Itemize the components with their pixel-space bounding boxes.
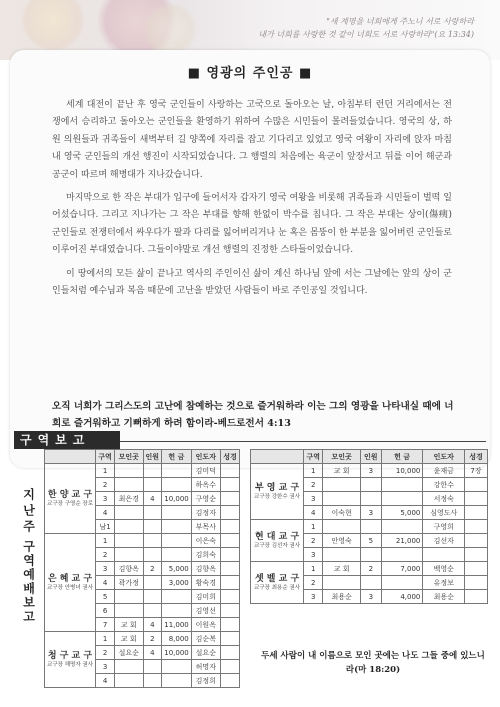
district-leader: 교구장 해명자 권사 [47, 661, 94, 668]
table-cell: 3 [360, 506, 381, 520]
table-cell: 이숙현 [323, 506, 360, 520]
table-cell [162, 478, 192, 492]
district-name: 셋 벨 교 구 [254, 573, 300, 584]
closing-verse: 두세 사람이 내 이름으로 모인 곳에는 나도 그들 중에 있느니라(마 18:20) [261, 651, 485, 675]
table-cell: 2 [143, 632, 162, 646]
column-header: 성경 [465, 450, 488, 464]
table-cell: 2 [304, 478, 323, 492]
district-name-cell [45, 534, 96, 632]
column-header: 모인곳 [115, 450, 143, 464]
table-cell: 부목사 [191, 520, 220, 534]
table-cell [143, 534, 162, 548]
header-quote-line1: "새 계명을 너희에게 주노니 서로 사랑하라 [326, 17, 474, 26]
district-name-cell [251, 562, 304, 604]
table-cell: 3 [360, 590, 381, 604]
table-cell: 5 [96, 590, 115, 604]
table-cell: 1 [96, 464, 115, 478]
table-cell [162, 548, 192, 562]
table-cell [220, 492, 239, 506]
column-header: 인원 [360, 450, 381, 464]
table-cell: 구영희 [423, 520, 465, 534]
district-name: 부 영 교 구 [254, 482, 300, 493]
table-cell [115, 478, 143, 492]
table-cell [162, 464, 192, 478]
table-cell [360, 492, 381, 506]
table-cell: 3,000 [162, 576, 192, 590]
table-cell: 2 [304, 534, 323, 548]
table-cell [220, 632, 239, 646]
column-header: 인원 [143, 450, 162, 464]
table-cell [143, 478, 162, 492]
table-cell: 김선자 [423, 534, 465, 548]
column-header: 헌 금 [381, 450, 423, 464]
section-divider [120, 441, 486, 442]
table-row [45, 464, 240, 478]
table-cell [115, 534, 143, 548]
table-cell: 5 [360, 534, 381, 548]
table-cell [323, 520, 360, 534]
table-cell: 3 [304, 590, 323, 604]
table-cell [465, 548, 488, 562]
table-cell: 5,000 [162, 562, 192, 576]
table-cell [465, 534, 488, 548]
table-cell: 김희숙 [191, 548, 220, 562]
table-cell: 2 [96, 478, 115, 492]
table-cell: 10,000 [162, 646, 192, 660]
table-cell: 4,000 [381, 590, 423, 604]
table-cell: 10,000 [381, 464, 423, 478]
district-name-cell [251, 520, 304, 562]
district-name: 현 대 교 구 [254, 531, 300, 542]
table-cell [381, 548, 423, 562]
table-cell [162, 520, 192, 534]
table-cell: 2 [96, 548, 115, 562]
table-cell [143, 464, 162, 478]
table-cell: 3 [96, 492, 115, 506]
table-cell: 김미희 [191, 590, 220, 604]
header-quote [174, 15, 474, 41]
table-cell [360, 576, 381, 590]
table-cell: 설요순 [115, 646, 143, 660]
table-cell: 안영숙 [323, 534, 360, 548]
table-cell [220, 604, 239, 618]
table-cell: 최용순 [323, 590, 360, 604]
table-cell: 7장 [465, 464, 488, 478]
table-cell [220, 506, 239, 520]
table-cell [143, 548, 162, 562]
table-cell: 김정자 [191, 506, 220, 520]
table-cell: 5,000 [381, 506, 423, 520]
table-cell [465, 506, 488, 520]
table-cell: 1 [96, 534, 115, 548]
table-cell [423, 548, 465, 562]
table-cell: 1 [304, 562, 323, 576]
table-cell: 1 [304, 464, 323, 478]
table-cell: 이원옥 [191, 618, 220, 632]
table-cell [323, 478, 360, 492]
column-header: 인도자 [191, 450, 220, 464]
article-paragraph: 세계 대전이 끝난 후 영국 군인들이 사랑하는 고국으로 돌아오는 날, 아침부터 런던 거리에서는 전쟁에서 승리하고 돌아오는 군인들을 환영하기 위하여 수많은 시민들이 몰려들었습니다. 영국의 상, 하원 의원들과 귀족들이 새벽부터 길 양쪽에 자리를 잡고 기다리고 있었고 영국 여왕이 자리에 앉자 마침내 영국 군인들의 개선 행진이 시작되었습니다. 그 행렬의 처음에는 육군이 앞장서고 뒤를 이어 해군과 공군이 따르며 해병대가 지나갔습니다. [52, 100, 452, 180]
table-cell [360, 548, 381, 562]
table-cell [143, 660, 162, 674]
scripture-verse: 오직 너희가 그리스도의 고난에 참예하는 것으로 즐거워하라 이는 그의 영광을 나타내실 때에 너희로 즐거워하고 기뻐하게 하려 함이라-베드로전서 4:13 [52, 401, 454, 429]
table-cell: 3 [360, 464, 381, 478]
district-leader: 교구장 최용순 권사 [254, 584, 301, 591]
table-cell: 1 [304, 520, 323, 534]
table-cell [115, 520, 143, 534]
table-cell: 2 [360, 562, 381, 576]
side-label-last-week [16, 488, 40, 541]
table-cell [115, 590, 143, 604]
table-cell: 백영순 [423, 562, 465, 576]
table-cell: 21,000 [381, 534, 423, 548]
table-cell: 2 [304, 576, 323, 590]
table-cell [360, 520, 381, 534]
article-paragraph: 이 땅에서의 모든 삶이 끝나고 역사의 주인이신 삶이 계신 하나님 앞에 서는 그날에는 앞의 상이 군인들처럼 예수님과 복음 때문에 고난을 받았던 사람들이 바로 주인공일 것입니다. [52, 268, 452, 297]
table-cell [220, 464, 239, 478]
table-cell: 김미덕 [191, 464, 220, 478]
table-cell: 김정희 [191, 674, 220, 688]
table-cell: 7,000 [381, 562, 423, 576]
table-cell: 4 [143, 646, 162, 660]
table-row [45, 632, 240, 646]
table-cell [162, 590, 192, 604]
column-header: 구역 [96, 450, 115, 464]
table-cell [220, 478, 239, 492]
table-cell [465, 562, 488, 576]
table-cell [143, 506, 162, 520]
table-cell: 교 회 [323, 464, 360, 478]
table-cell: 4 [143, 618, 162, 632]
table-cell [115, 506, 143, 520]
table-cell [143, 520, 162, 534]
flower-decoration [18, 0, 88, 50]
table-cell [162, 674, 192, 688]
table-cell [465, 590, 488, 604]
table-cell: 4 [96, 674, 115, 688]
table-cell: 강한수 [423, 478, 465, 492]
table-cell [465, 576, 488, 590]
table-cell: 3 [96, 660, 115, 674]
table-cell [115, 464, 143, 478]
table-cell: 김순복 [191, 632, 220, 646]
table-cell [115, 660, 143, 674]
table-row [251, 562, 488, 576]
table-cell [220, 674, 239, 688]
table-cell [381, 492, 423, 506]
table-row [45, 534, 240, 548]
table-cell: 곽가정 [115, 576, 143, 590]
article-paragraph: 마지막으로 한 작은 부대가 입구에 들어서자 갑자기 영국 여왕을 비롯해 귀족들과 시민들이 벌떡 일어섰습니다. 그리고 지나가는 그 작은 부대를 향해 한없이 박수를 칩니다. 그 작은 부대는 상이(傷痍) 군인들로 전쟁터에서 싸우다가 팔과 다리를 잃어버리거나 눈 혹은 몸뚱이 한 부분을 잃어버린 군인들로 이루어진 부대였습니다. 그들이야말로 개선 행렬의 진정한 스타들이었습니다. [52, 193, 452, 256]
table-cell: 김향옥 [115, 562, 143, 576]
table-cell: 4 [96, 506, 115, 520]
table-cell: 3 [96, 562, 115, 576]
column-header: 헌 금 [162, 450, 192, 464]
table-cell [220, 590, 239, 604]
header-quote-line2: 내가 너희를 사랑한 것 같이 너희도 서로 사랑하라"(요 13:34) [258, 30, 474, 39]
table-cell: 황숙경 [191, 576, 220, 590]
report-table-left [44, 449, 240, 688]
table-cell: 김영선 [191, 604, 220, 618]
table-cell: 4 [143, 492, 162, 506]
table-cell: 유정보 [423, 576, 465, 590]
table-cell: 11,000 [162, 618, 192, 632]
table-cell [220, 646, 239, 660]
district-name-cell [251, 464, 304, 520]
column-header: 구역 [304, 450, 323, 464]
table-cell: 최용순 [423, 590, 465, 604]
table-row [251, 520, 488, 534]
table-cell [465, 478, 488, 492]
table-cell [115, 674, 143, 688]
table-cell: 서정숙 [423, 492, 465, 506]
table-cell: 3 [304, 492, 323, 506]
table-cell [220, 576, 239, 590]
column-header [251, 450, 304, 464]
district-name: 은 혜 교 구 [47, 573, 93, 584]
article-body [52, 97, 452, 306]
table-cell: 윤재금 [423, 464, 465, 478]
table-cell: 김향옥 [191, 562, 220, 576]
section-title-bar: 구역보고 [14, 431, 120, 449]
table-cell: 3 [304, 548, 323, 562]
table-cell: 2 [96, 646, 115, 660]
table-cell: 이은숙 [191, 534, 220, 548]
table-cell [220, 520, 239, 534]
table-cell: 하옥수 [191, 478, 220, 492]
column-header: 모인곳 [323, 450, 360, 464]
table-cell: 1 [96, 632, 115, 646]
table-cell [465, 492, 488, 506]
table-cell: 교 회 [323, 562, 360, 576]
table-cell: 2 [143, 562, 162, 576]
table-cell: 허명자 [191, 660, 220, 674]
table-cell: 구영순 [191, 492, 220, 506]
table-cell: 설요순 [191, 646, 220, 660]
table-cell [162, 660, 192, 674]
side-label-report [16, 540, 40, 629]
table-cell [220, 562, 239, 576]
column-header: 성경 [220, 450, 239, 464]
table-cell: 7 [96, 618, 115, 632]
table-cell [381, 478, 423, 492]
district-leader: 교구장 강한수 권사 [254, 493, 301, 500]
table-cell: 4 [304, 506, 323, 520]
table-cell [162, 506, 192, 520]
table-cell [162, 534, 192, 548]
table-cell [381, 576, 423, 590]
column-header: 인도자 [423, 450, 465, 464]
table-cell [115, 548, 143, 562]
table-cell [143, 590, 162, 604]
table-cell: 교 회 [115, 618, 143, 632]
table-cell: 8,000 [162, 632, 192, 646]
table-cell [143, 576, 162, 590]
table-cell: 4 [96, 576, 115, 590]
district-name: 한 양 교 구 [47, 489, 93, 500]
report-table-right [250, 449, 488, 604]
table-cell [323, 548, 360, 562]
table-cell [143, 604, 162, 618]
table-cell [323, 576, 360, 590]
table-cell [143, 674, 162, 688]
district-name-cell [45, 632, 96, 688]
table-cell: 심영도사 [423, 506, 465, 520]
district-name-cell [45, 464, 96, 534]
column-header [45, 450, 96, 464]
table-cell: 최은경 [115, 492, 143, 506]
table-cell [465, 520, 488, 534]
table-cell [162, 604, 192, 618]
side-label-text: 지난주 [21, 488, 36, 536]
district-leader: 교구장 김선자 권사 [254, 542, 301, 549]
district-leader: 교구장 구영순 장로 [47, 500, 94, 507]
table-row [251, 464, 488, 478]
table-cell [220, 618, 239, 632]
article-title: ■ 영광의 주인공 ■ [187, 66, 313, 81]
table-cell: 10,000 [162, 492, 192, 506]
table-cell: 6 [96, 604, 115, 618]
table-cell [115, 604, 143, 618]
district-name: 청 구 교 구 [47, 650, 93, 661]
table-cell [220, 660, 239, 674]
table-cell: 교 회 [115, 632, 143, 646]
table-cell [220, 534, 239, 548]
district-leader: 교구장 안병녀 권사 [47, 584, 94, 591]
table-cell [323, 492, 360, 506]
table-cell [381, 520, 423, 534]
side-label-text: 구역예배보고 [21, 540, 36, 624]
table-cell [360, 478, 381, 492]
table-cell: 남1 [96, 520, 115, 534]
table-cell [220, 548, 239, 562]
